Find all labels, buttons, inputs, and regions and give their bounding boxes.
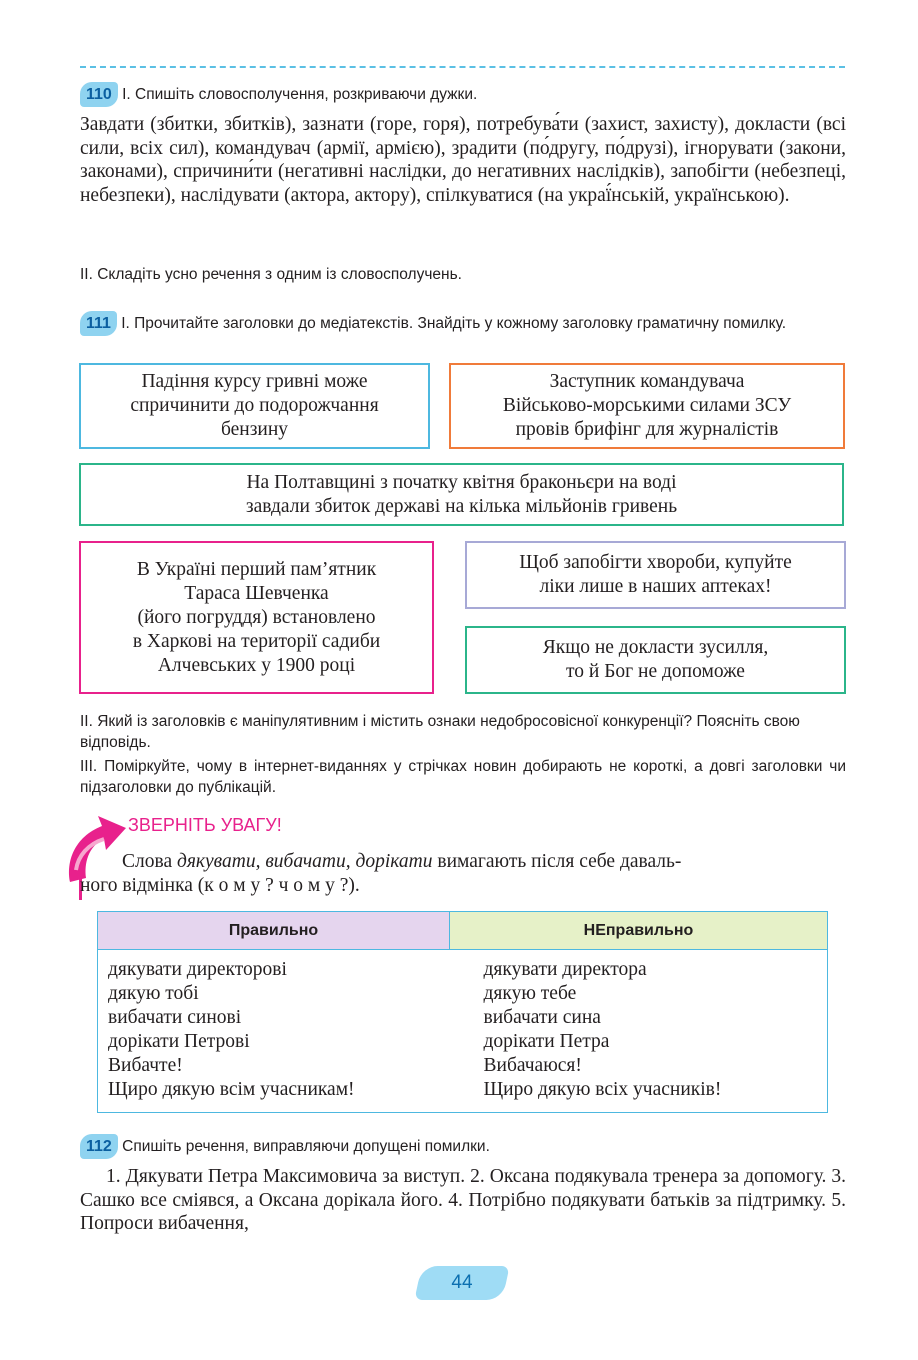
headline-2-line: провів брифінг для журналістів — [515, 419, 779, 440]
headline-5-line: ліки лише в наших аптеках! — [539, 576, 772, 597]
usage-table — [97, 911, 828, 1113]
headline-card-2 — [449, 363, 845, 449]
task-110-heading — [80, 82, 850, 107]
list-item: дорікати Петрові — [108, 1031, 250, 1052]
attention-text — [80, 850, 846, 897]
task-112-heading — [80, 1134, 846, 1159]
headline-4-line: В Україні перший пам’ятник — [136, 558, 377, 580]
attention-title: ЗВЕРНІТЬ УВАГУ! — [128, 815, 282, 835]
task-112-number-badge: 112 — [80, 1134, 118, 1159]
list-item: дякую тебе — [483, 983, 577, 1004]
headline-6-line: Якщо не докласти зусилля, — [542, 637, 769, 658]
top-dashed-rule — [80, 66, 845, 68]
headline-card-1 — [79, 363, 430, 449]
task-112-text: 1. Дякувати Петра Максимовича за виступ. 2. Оксана подякувала тренера за допомогу. 3. Сашко все сміявся, а Оксана дорікала його. 4. Потрібно подякувати батьків за підтримку. 5. Попроси вибачення, — [80, 1166, 846, 1234]
task-111-heading — [80, 311, 846, 336]
headline-2-line: Військово-морськими силами ЗСУ — [502, 395, 792, 416]
headline-2-line: Заступник командувача — [549, 371, 745, 392]
task-110-text: Завдати (збитки, збитків), зазнати (горе, горя), потребува́ти (захист, захисту), докласти (всі сили, всіх сил), командувач (армії, армією), зрадити (по́другу, по́друзі), ігнорувати (закони, законами), спричини́ти (негативні наслідки, до негативних наслідків), запобігти (небезпеці, небезпеки), наслідувати (актора, актору), спілкуватися (на украї́нській, українською). — [80, 114, 846, 206]
headline-1-line: спричинити до подорожчання — [130, 395, 379, 416]
task-111-number-badge: 111 — [80, 311, 117, 336]
attention-line2-start: ного відмінка ( — [80, 874, 205, 896]
list-item: Щиро дякую всім учасникам! — [108, 1079, 355, 1100]
task-110-number-badge: 110 — [80, 82, 118, 107]
table-cell-correct — [98, 950, 450, 1113]
page-number: 44 — [451, 1272, 473, 1293]
attention-verbs: дякувати, вибачати, дорікати — [176, 851, 433, 872]
list-item: Щиро дякую всіх учасників! — [483, 1079, 722, 1100]
headline-card-4 — [79, 541, 434, 694]
headline-5-line: Щоб запобігти хвороби, купуйте — [519, 552, 792, 573]
headline-card-3 — [79, 463, 844, 526]
headline-4-line: Алчевських у 1900 році — [157, 654, 356, 676]
list-item: Вибачте! — [108, 1055, 183, 1076]
headline-6-line: то й Бог не допоможе — [566, 661, 745, 682]
table-header-incorrect: НЕправильно — [450, 912, 828, 950]
task-110-instruction: І. Спишіть словосполучення, розкриваючи дужки. — [122, 86, 478, 103]
headline-4-line: (його погруддя) встановлено — [137, 606, 376, 628]
headline-3-line: На Полтавщині з початку квітня браконьєри на воді — [246, 471, 677, 493]
headline-1-line: бензину — [220, 419, 289, 440]
task-111-part3: ІІІ. Поміркуйте, чому в інтернет-виданнях у стрічках новин добирають не короткі, а довгі заголовки чи підзаголовки до публікацій. — [80, 758, 846, 796]
attention-rest: вимагають після себе даваль- — [432, 851, 682, 872]
task-110-part2: ІІ. Складіть усно речення з одним із словосполучень. — [80, 266, 462, 283]
task-112-instruction: Спишіть речення, виправляючи допущені помилки. — [122, 1138, 490, 1155]
headline-1-line: Падіння курсу гривні може — [141, 371, 368, 392]
headline-card-6 — [465, 626, 846, 694]
table-cell-incorrect — [450, 950, 828, 1113]
task-111-instruction: І. Прочитайте заголовки до медіатекстів. Знайдіть у кожному заголовку граматичну помилку. — [121, 315, 787, 332]
task-111-part2: ІІ. Який із заголовків є маніпулятивним і містить ознаки недобросовісної конкуренції? Поясніть свою відповідь. — [80, 713, 800, 751]
list-item: Вибачаюся! — [483, 1055, 582, 1076]
table-header-correct: Правильно — [98, 912, 450, 950]
headline-4-line: в Харкові на території садиби — [132, 630, 381, 652]
headline-card-5 — [465, 541, 846, 609]
list-item: дякую тобі — [108, 983, 199, 1004]
attention-lead: Слова — [122, 851, 177, 872]
headline-3-line: завдали збиток державі на кілька мільйонів гривень — [245, 495, 678, 517]
list-item: дякувати директорові — [108, 959, 287, 980]
list-item: вибачати синові — [108, 1007, 242, 1028]
list-item: вибачати сина — [483, 1007, 601, 1028]
list-item: дякувати директора — [483, 959, 647, 980]
attention-questions: к о м у ? ч о м у ? — [204, 874, 349, 896]
page-number-badge — [414, 1266, 509, 1300]
headline-4-line: Тараса Шевченка — [184, 582, 329, 604]
list-item: дорікати Петра — [483, 1031, 610, 1052]
attention-line2-end: ). — [348, 874, 360, 896]
